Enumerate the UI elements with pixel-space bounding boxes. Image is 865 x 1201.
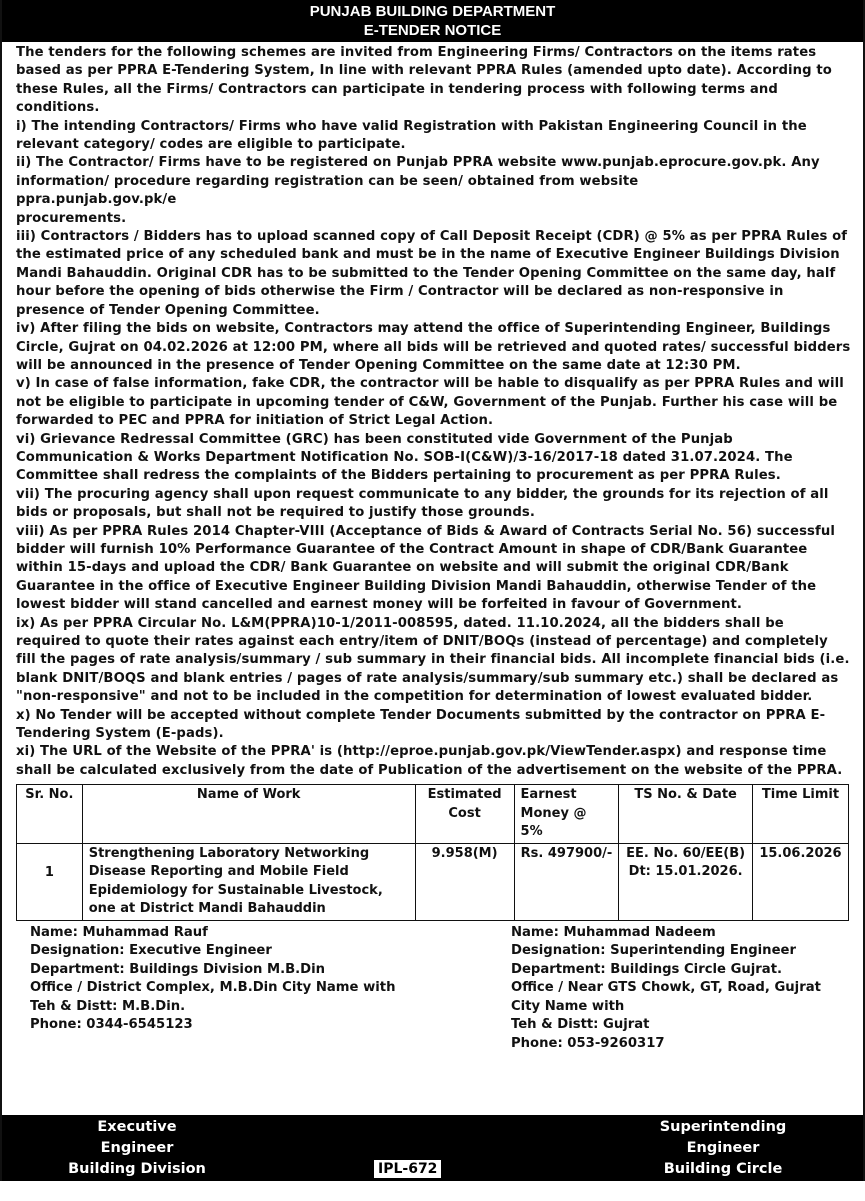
contacts-section (2, 921, 863, 1054)
works-table (16, 784, 849, 921)
footer-left-office: Building Division (68, 1161, 206, 1177)
contact-office: Office / Near GTS Chowk, GT, Road, Gujrat (511, 980, 821, 996)
contact-tehsil: Teh & Distt: Gujrat (511, 1017, 650, 1033)
footer-superintending-engineer (623, 1117, 823, 1201)
footer-left-city: M.B.Din (105, 1182, 169, 1198)
cell-estimated: 9.958(M) (415, 843, 514, 920)
contact-department: Department: Buildings Division M.B.Din (30, 961, 326, 977)
ipl-code-badge: IPL-672 (372, 1158, 443, 1180)
footer-right-office: Building Circle (663, 1161, 783, 1177)
table-row (17, 843, 849, 920)
contact-designation: Designation: Executive Engineer (30, 943, 272, 959)
cell-name: Strengthening Laboratory Networking Disease Reporting and Mobile Field Epidemiology for Sustainable Livestock, one at District Mandi Bahauddin (82, 843, 415, 920)
contact-name: Name: Muhammad Rauf (30, 924, 208, 940)
intro-paragraph: The tenders for the following schemes are invited from Engineering Firms/ Contractors on the items rates based as per PPRA E-Tendering System, In line with relevant PPRA Rules (amended upto date). According to these Rules, all the Firms/ Contractors can participate in tendering process with following terms and conditions. (16, 45, 832, 116)
contact-executive-engineer (30, 924, 430, 1054)
header-sr: Sr. No. (17, 785, 83, 844)
header-time: Time Limit (752, 785, 848, 844)
cell-earnest: Rs. 497900/- (514, 843, 619, 920)
footer-executive-engineer (62, 1117, 212, 1201)
header-earnest: Earnest Money @ 5% (514, 785, 619, 844)
contact-city: City Name with (511, 998, 625, 1014)
term-ii: ii) The Contractor/ Firms have to be registered on Punjab PPRA website www.punjab.eprocure.gov.pk. Any information/ procedure regarding registration can be seen/ obtained from website (16, 155, 820, 189)
cell-ts: EE. No. 60/EE(B) Dt: 15.01.2026. (619, 843, 753, 920)
term-xi: xi) The URL of the Website of the PPRA' is (http://eproe.punjab.gov.pk/ViewTender.aspx) and response time shall be calculated exclusively from the date of Publication of the advertisement on the website of the PPRA. (16, 744, 843, 778)
term-vii: vii) The procuring agency shall upon request communicate to any bidder, the grounds for its rejection of all bids or proposals, but shall not be required to justify those grounds. (16, 486, 829, 521)
contact-superintending-engineer (511, 924, 841, 1054)
contact-phone: Phone: 0344-6545123 (30, 1017, 193, 1033)
notice-header (2, 0, 863, 42)
term-i: i) The intending Contractors/ Firms who have valid Registration with Pakistan Engineering Council in the relevant category/ codes are eligible to participate. (16, 118, 807, 153)
contact-office: Office / District Complex, M.B.Din City Name with (30, 980, 396, 996)
header-name: Name of Work (82, 785, 415, 844)
signature-footer (2, 1115, 863, 1198)
term-ii-link: ppra.punjab.gov.pk/e (16, 192, 177, 208)
term-x: x) No Tender will be accepted without complete Tender Documents submitted by the contractor on PPRA E- Tendering System (E-pads). (16, 707, 826, 742)
cell-time: 15.06.2026 (752, 843, 848, 920)
contact-department: Department: Buildings Circle Gujrat. (511, 961, 783, 977)
cell-sr: 1 (17, 843, 83, 920)
terms-body (2, 42, 863, 780)
term-iv: iv) After filing the bids on website, Contractors may attend the office of Superintending Engineer, Buildings Circle, Gujrat on 04.02.2026 at 12:00 PM, where all bids will be retrieved and quoted rates/ successful bidders will be announced in the presence of Tender Opening Committee on the same date at 12:30 PM. (16, 321, 851, 373)
department-title: PUNJAB BUILDING DEPARTMENT (309, 3, 556, 20)
term-ii-link-cont: procurements. (16, 210, 127, 226)
notice-title: E-TENDER NOTICE (363, 22, 502, 39)
contact-tehsil: Teh & Distt: M.B.Din. (30, 998, 186, 1014)
table-header-row (17, 785, 849, 844)
term-iii: iii) Contractors / Bidders has to upload scanned copy of Call Deposit Receipt (CDR) @ 5% as per PPRA Rules of the estimated price of any scheduled bank and must be in the name of Executive Engineer Buildings Division Mandi Bahauddin. Original CDR has to be submitted to the Tender Opening Committee on the same day, half hour before the opening of bids otherwise the Firm / Contractor will be declared as non-responsive in presence of Tender Opening Committee. (16, 229, 848, 318)
term-ix: ix) As per PPRA Circular No. L&M(PPRA)10-1/2011-008595, dated. 11.10.2024, all the bidders shall be required to quote their rates against each entry/item of DNIT/BOQs (instead of percentage) and completely fill the pages of rate analysis/summary / sub summary in their financial bids. All incomplete financial bids (i.e. blank DNIT/BOQS and blank entries / pages of rate analysis/summary/sub summary etc.) shall be declared as "non-responsive" and not to be included in the competition for determination of lowest evaluated bidder. (16, 615, 850, 705)
header-ts: TS No. & Date (619, 785, 753, 844)
footer-left-title: Executive Engineer (97, 1119, 177, 1156)
term-vi: vi) Grievance Redressal Committee (GRC) has been constituted vide Government of the Punjab Communication & Works Department Notification No. SOB-I(C&W)/3-16/2017-18 dated 31.07.2024. The Committee shall redress the complaints of the Bidders pertaining to procurement as per PPRA Rules. (16, 431, 793, 484)
contact-designation: Designation: Superintending Engineer (511, 943, 796, 959)
term-viii: viii) As per PPRA Rules 2014 Chapter-VIII (Acceptance of Bids & Award of Contracts Serial No. 56) successful bidder will furnish 10% Performance Guarantee of the Contract Amount in shape of CDR/Bank Guarantee within 15-days and upload the CDR/ Bank Guarantee on website and will submit the original CDR/Bank Guarantee in the office of Executive Engineer Building Division Mandi Bahauddin, otherwise Tender of the lowest bidder will stand cancelled and earnest money will be forfeited in favour of Government. (16, 523, 835, 613)
term-v: v) In case of false information, fake CDR, the contractor will be hable to disqualify as per PPRA Rules and will not be eligible to participate in upcoming tender of C&W, Government of the Punjab. Further his case will be forwarded to PEC and PPRA for initiation of Strict Legal Action. (16, 376, 844, 429)
footer-right-title: Superintending Engineer (659, 1119, 787, 1156)
contact-name: Name: Muhammad Nadeem (511, 924, 716, 940)
footer-right-city: Gujrat. (694, 1182, 752, 1198)
header-estimated: Estimated Cost (415, 785, 514, 844)
contact-phone: Phone: 053-9260317 (511, 1035, 665, 1051)
